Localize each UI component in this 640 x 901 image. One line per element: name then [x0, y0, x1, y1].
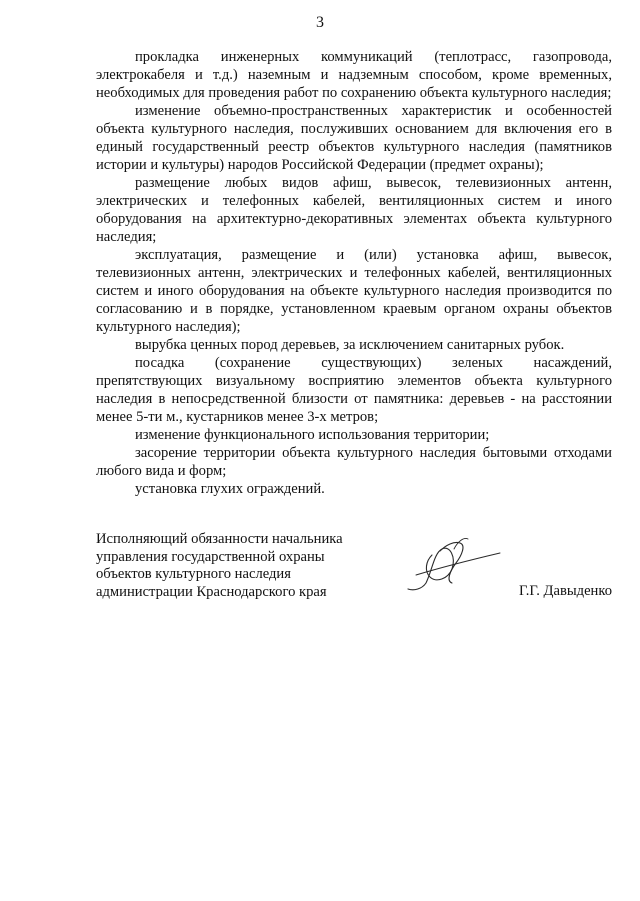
list-item: засорение территории объекта культурного наследия бытовыми отходами любого вида и форм; — [96, 445, 612, 479]
list-item: вырубка ценных пород деревьев, за исключением санитарных рубок. — [135, 337, 565, 353]
list-item: посадка (сохранение существующих) зеленых насаждений, препятствующих визуальному восприятию элементов объекта культурного наследия в непосредственной близости от памятника: деревьев - на расстоянии менее 5-ти м., кустарников менее 3-х метров; — [96, 355, 612, 425]
handwritten-signature — [396, 531, 506, 593]
list-item: изменение объемно-пространственных характеристик и особенностей объекта культурного наследия, послуживших основанием для включения его в единый государственный реестр объектов культурного наследия (памятников истории и культуры) народов Российской Федерации (предмет охраны); — [96, 103, 612, 173]
page-number: 3 — [316, 14, 324, 31]
list-item: установка глухих ограждений. — [135, 481, 325, 497]
signer-title-line: Исполняющий обязанности начальника — [96, 531, 343, 547]
signer-name: Г.Г. Давыденко — [518, 583, 612, 599]
list-item: прокладка инженерных коммуникаций (теплотрасс, газопровода, электрокабеля и т.д.) наземным и надземным способом, кроме временных, необходимых для проведения работ по сохранению объекта культурного наследия; — [96, 49, 612, 101]
signer-title-line: объектов культурного наследия — [96, 566, 291, 582]
restrictions-list — [96, 48, 612, 498]
signer-title — [96, 531, 396, 601]
signature-block — [96, 531, 612, 621]
list-item: изменение функционального использования территории; — [135, 427, 490, 443]
signer-title-line: администрации Краснодарского края — [96, 583, 327, 600]
list-item: эксплуатация, размещение и (или) установка афиш, вывесок, телевизионных антенн, электрических и телефонных кабелей, вентиляционных систем и иного оборудования на объекте культурного наследия производится по согласованию и в порядке, установленном краевым органом охраны объектов культурного наследия); — [96, 247, 612, 335]
signer-title-line: управления государственной охраны — [96, 548, 325, 565]
list-item: размещение любых видов афиш, вывесок, телевизионных антенн, электрических и телефонных кабелей, вентиляционных систем и иного оборудования на архитектурно-декоративных элементах объекта культурного наследия; — [96, 175, 612, 245]
